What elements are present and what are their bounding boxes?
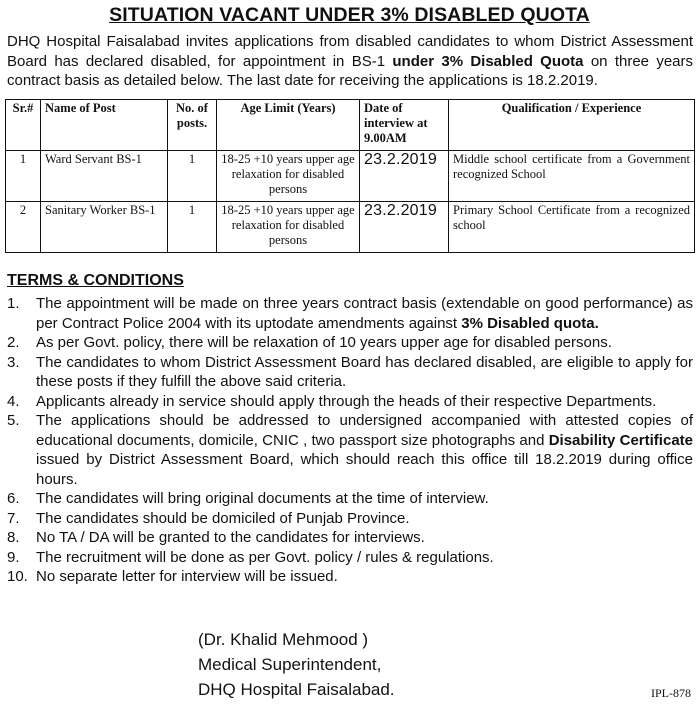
list-item (7, 548, 693, 568)
term-number: 7. (7, 509, 20, 527)
terms-list (7, 294, 693, 587)
header-age-limit: Age Limit (Years) (217, 100, 360, 151)
term-text: The candidates will bring original documents at the time of interview. (36, 490, 489, 507)
interview-date-value: 23.2.2019 (364, 151, 437, 168)
row-qualification: Middle school certificate from a Government recognized School (449, 151, 695, 202)
list-item (7, 509, 693, 529)
term-bold: Disability Certificate (548, 431, 693, 449)
page-title: SITUATION VACANT UNDER 3% DISABLED QUOTA (109, 4, 590, 26)
posts-table (5, 99, 695, 253)
row-no-of-posts: 1 (168, 151, 217, 202)
header-post: Name of Post (41, 100, 168, 151)
term-text: Applicants already in service should apply through the heads of their respective Departments. (36, 392, 657, 410)
reference-code: IPL-878 (651, 686, 691, 700)
term-number: 4. (7, 392, 20, 410)
term-number: 10. (7, 568, 28, 585)
signatory-name: (Dr. Khalid Mehmood ) (198, 630, 369, 649)
list-item (7, 411, 693, 489)
term-text: No separate letter for interview will be issued. (36, 568, 338, 585)
table-row (6, 202, 695, 253)
list-item (7, 489, 693, 509)
list-item (7, 392, 693, 412)
list-item (7, 567, 693, 587)
row-interview-date (360, 151, 449, 202)
list-item (7, 333, 693, 353)
row-sr: 2 (6, 202, 41, 253)
intro-paragraph (7, 32, 693, 91)
row-age-limit: 18-25 +10 years upper age relaxation for disabled persons (217, 202, 360, 253)
term-text: The recruitment will be done as per Govt. policy / rules & regulations. (36, 548, 494, 566)
header-interview-date: Date of interview at 9.00AM (360, 100, 449, 151)
header-sr: Sr.# (6, 100, 41, 151)
intro-bold-quota: under 3% Disabled Quota (392, 52, 584, 70)
terms-heading: TERMS & CONDITIONS (7, 272, 184, 289)
term-number: 1. (7, 295, 20, 312)
signature-block (198, 627, 395, 702)
term-text: The candidates should be domiciled of Punjab Province. (36, 509, 410, 527)
signatory-designation: Medical Superintendent, (198, 655, 382, 674)
term-text: No TA / DA will be granted to the candidates for interviews. (36, 529, 425, 546)
term-number: 9. (7, 548, 20, 566)
term-text-continued: issued by District Assessment Board, which should reach this office till 18.2.2019 during office hours. (36, 451, 693, 488)
term-text: The appointment will be made on three years contract basis (extendable on good performance) as per Contract Police 2004 with its uptodate amendments against (36, 295, 693, 332)
term-number: 6. (7, 490, 20, 507)
term-number: 5. (7, 412, 20, 429)
intro-text-2: on three years contract basis as detailed below. The last date for receiving the applications is 18.2.2019. (7, 52, 694, 89)
row-post: Ward Servant BS-1 (41, 151, 168, 202)
row-no-of-posts: 1 (168, 202, 217, 253)
list-item (7, 353, 693, 392)
term-text: The candidates to whom District Assessment Board has declared disabled, are eligible to apply for these posts if they fulfill the above said criteria. (36, 353, 693, 390)
term-number: 3. (7, 353, 20, 371)
table-row (6, 151, 695, 202)
list-item (7, 294, 693, 333)
term-number: 8. (7, 529, 20, 546)
row-post: Sanitary Worker BS-1 (41, 202, 168, 253)
row-interview-date (360, 202, 449, 253)
term-text: The applications should be addressed to undersigned accompanied with attested copies of educational documents, domicile, CNIC , two passport size photographs and (36, 412, 693, 449)
term-number: 2. (7, 334, 20, 351)
intro-text-1: DHQ Hospital Faisalabad invites applications from disabled candidates to whom District Assessment Board has declared disabled, for appointment in BS-1 (7, 33, 693, 70)
header-qualification: Qualification / Experience (449, 100, 695, 151)
signatory-office: DHQ Hospital Faisalabad. (198, 680, 395, 699)
term-text: As per Govt. policy, there will be relaxation of 10 years upper age for disabled persons. (36, 334, 612, 351)
table-header-row (6, 100, 695, 151)
term-bold: 3% Disabled quota. (461, 314, 599, 332)
row-sr: 1 (6, 151, 41, 202)
row-qualification: Primary School Certificate from a recognized school (449, 202, 695, 253)
row-age-limit: 18-25 +10 years upper age relaxation for disabled persons (217, 151, 360, 202)
interview-date-value: 23.2.2019 (364, 202, 437, 219)
list-item (7, 528, 693, 548)
header-no-of-posts: No. of posts. (168, 100, 217, 151)
